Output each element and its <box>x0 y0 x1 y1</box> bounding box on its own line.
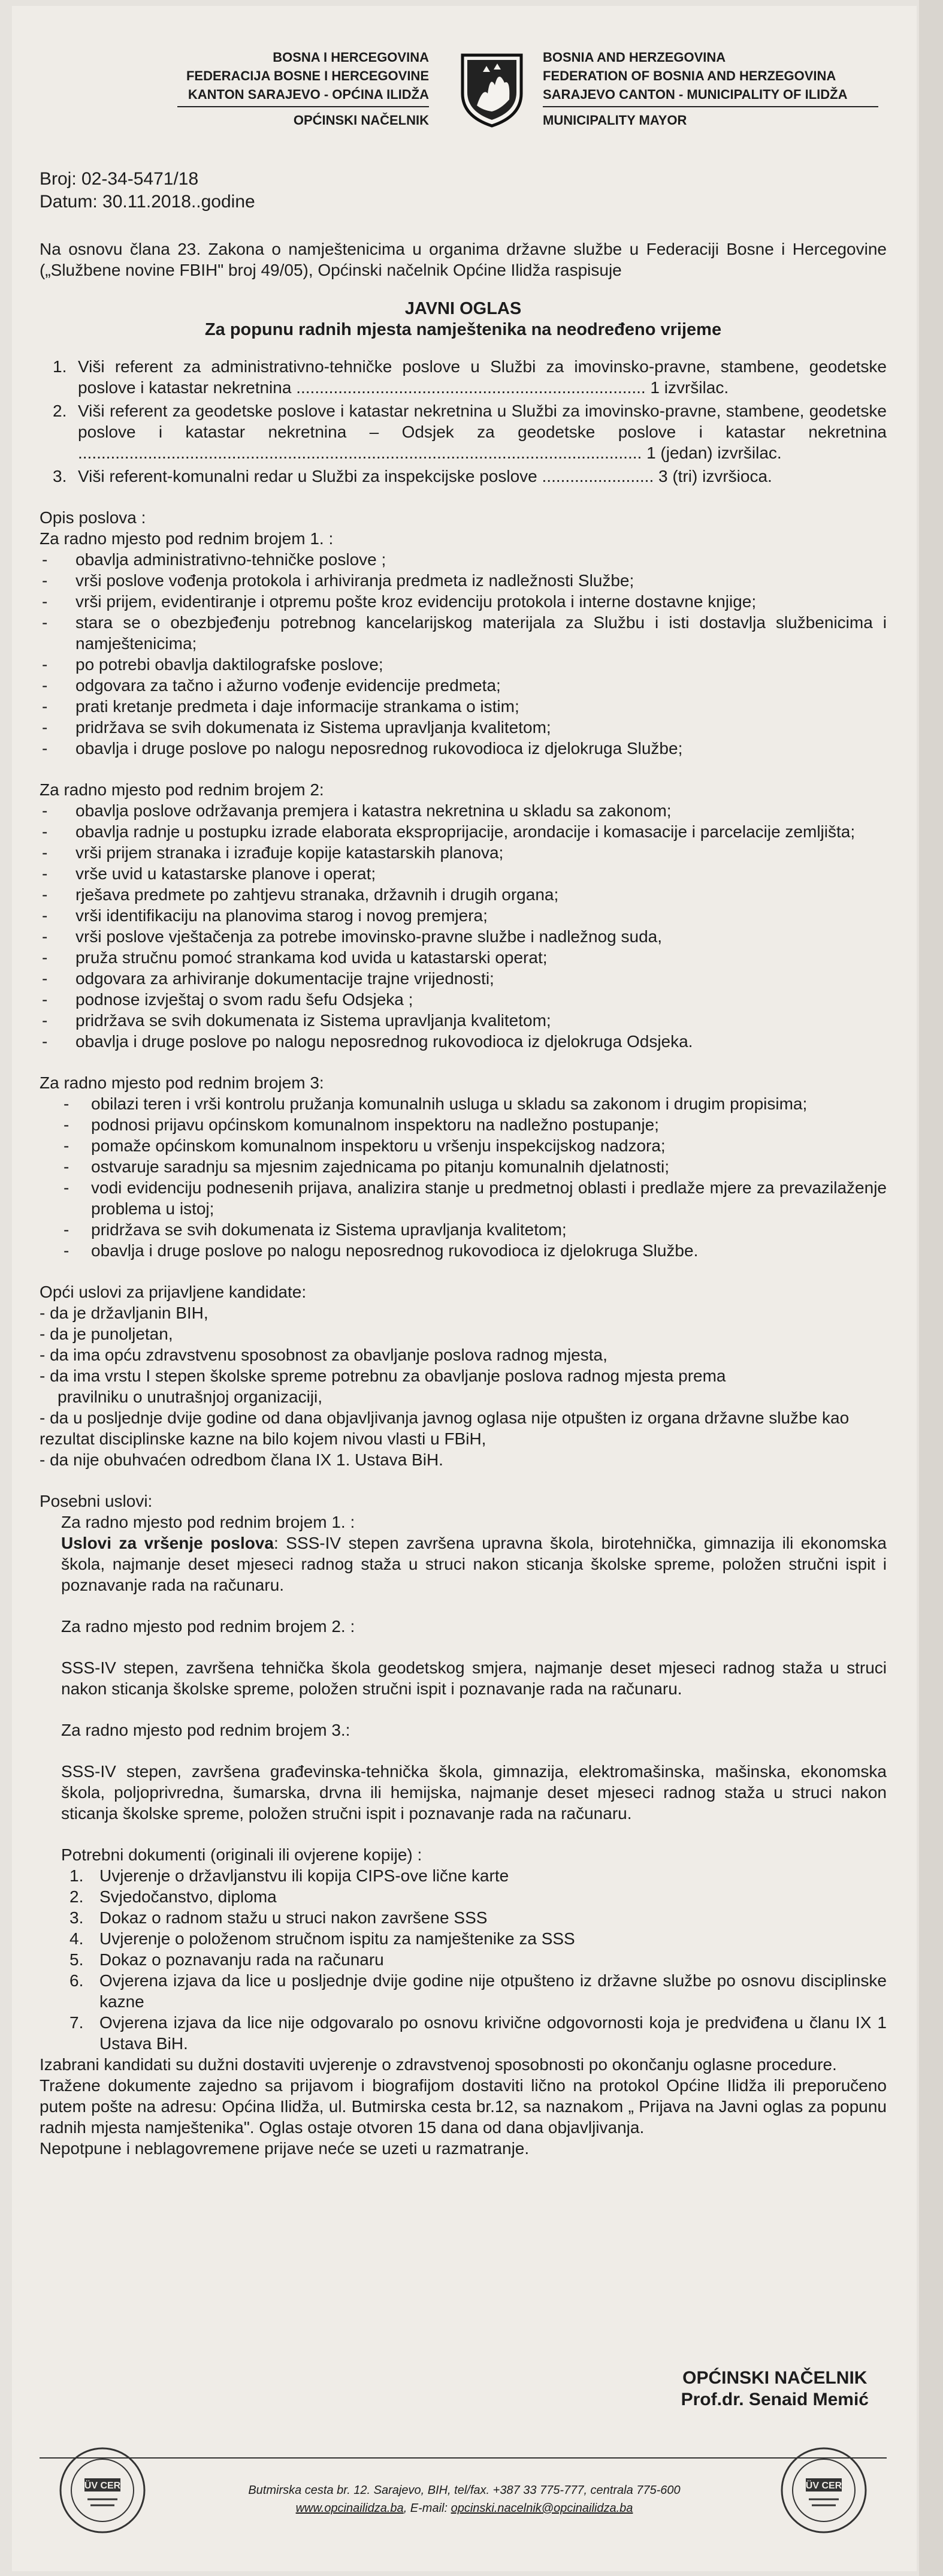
special-conditions-heading: Posebni uslovi: <box>40 1492 153 1510</box>
document-text: Uvjerenje o državljanstvu ili kopija CIPS-ove lične karte <box>99 1866 509 1885</box>
document-text: Ovjerena izjava da lice u posljednje dvije godine nije otpušteno iz državne službe po osnovu disciplinske kazne <box>99 1971 887 2011</box>
document-item <box>40 1949 887 1970</box>
letterhead <box>40 48 887 144</box>
list-item: - podnose izvještaj o svom radu šefu Odsjeka ; <box>40 989 887 1010</box>
position-item <box>40 400 887 463</box>
list-item: - odgovara za arhiviranje dokumentacije trajne vrijednosti; <box>40 968 887 989</box>
spacer <box>40 1052 887 1072</box>
duties-3-list <box>40 1093 887 1261</box>
signature-block <box>681 2367 869 2411</box>
letterhead-left-line: BOSNA I HERCEGOVINA <box>273 50 429 65</box>
letterhead-left-rule <box>177 106 429 107</box>
special-2-heading: Za radno mjesto pod rednim brojem 2. : <box>61 1617 355 1636</box>
special-1-body: : SSS-IV stepen završena upravna škola, birotehnička, gimnazija ili ekonomska škola, najmanje deset mjeseci radnog staža u struci nakon sticanja školske spreme, položen stručni ispit i poznavanje rada na računaru. <box>61 1534 887 1594</box>
closing-paragraph-3: Nepotpune i neblagovremene prijave neće se uzeti u razmatranje. <box>40 2139 530 2158</box>
list-item: - obavlja radnje u postupku izrade elaborata eksproprijacije, arondacije i komasacije i parcelacije zemljišta; <box>40 821 887 842</box>
spacer <box>40 1637 887 1657</box>
condition-line: - da nije obuhvaćen odredbom člana IX 1. Ustava BiH. <box>40 1450 443 1469</box>
list-item: - pridržava se svih dokumenata iz Sistema upravljanja kvalitetom; <box>40 717 887 738</box>
closing-paragraph-2: Tražene dokumente zajedno sa prijavom i biografijom dostaviti lično na protokol Općine Ilidža ili preporučeno putem pošte na adresu: Općina Ilidža, ul. Butmirska cesta br.12, sa naznakom „ Prijava na Javni oglas za popunu radnih mjesta namještenika". Oglas ostaje otvoren 15 dana od dana objavljivanja. <box>40 2076 887 2137</box>
footer-contacts <box>12 2499 917 2517</box>
title-line-1: JAVNI OGLAS <box>404 299 522 318</box>
spacer <box>40 1470 887 1491</box>
list-item: - ostvaruje saradnju sa mjesnim zajednicama po pitanju komunalnih djelatnosti; <box>40 1156 887 1177</box>
document-number: 5. <box>69 1950 84 1969</box>
document-number: 3. <box>69 1908 84 1927</box>
document-text: Uvjerenje o položenom stručnom ispitu za namještenike za SSS <box>99 1929 575 1948</box>
letterhead-right-office: MUNICIPALITY MAYOR <box>543 113 687 128</box>
list-item: - obilazi teren i vrši kontrolu pružanja komunalnih usluga u skladu sa zakonom i drugim propisima; <box>40 1093 887 1114</box>
footer-divider <box>40 2457 887 2459</box>
list-item: - vrše uvid u katastarske planove i operat; <box>40 863 887 884</box>
intro-paragraph: Na osnovu člana 23. Zakona o namještenicima u organima državne službe u Federaciji Bosne i Hercegovine („Službene novine FBIH" broj 49/05), Općinski načelnik Općine Ilidža raspisuje <box>40 240 887 279</box>
list-item: - pridržava se svih dokumenata iz Sistema upravljanja kvalitetom; <box>40 1219 887 1240</box>
document-item <box>40 2012 887 2054</box>
document-item <box>40 1928 887 1949</box>
reference-date: Datum: 30.11.2018..godine <box>40 192 255 212</box>
document-number: 2. <box>69 1887 84 1906</box>
spacer <box>40 1699 887 1720</box>
list-item: - obavlja poslove održavanja premjera i katastra nekretnina u skladu sa zakonom; <box>40 800 887 821</box>
duties-3-heading: Za radno mjesto pod rednim brojem 3: <box>40 1073 324 1092</box>
list-item: - obavlja i druge poslove po nalogu neposrednog rukovodioca iz djelokruga Odsjeka. <box>40 1031 887 1052</box>
letterhead-left <box>52 48 429 129</box>
position-number: 2. <box>53 402 67 420</box>
list-item: - vodi evidenciju podnesenih prijava, analizira stanje u predmetnoj oblasti i predlaže mjere za prevazilaženje problema u istoj; <box>40 1177 887 1219</box>
announcement-title <box>40 298 887 340</box>
letterhead-left-line: FEDERACIJA BOSNE I HERCEGOVINE <box>186 68 429 83</box>
website-link[interactable]: www.opcinailidza.ba <box>295 2502 404 2515</box>
list-item: - rješava predmete po zahtjevu stranaka, državnih i drugih organa; <box>40 884 887 905</box>
document-number: 1. <box>69 1866 84 1885</box>
general-conditions-heading: Opći uslovi za prijavljene kandidate: <box>40 1283 307 1301</box>
position-item <box>40 466 887 487</box>
document-reference <box>40 168 887 213</box>
title-line-2: Za popunu radnih mjesta namještenika na neodređeno vrijeme <box>204 320 722 339</box>
list-item: - obavlja administrativno-tehničke poslove ; <box>40 549 887 570</box>
reference-number: Broj: 02-34-5471/18 <box>40 169 199 189</box>
duties-1-heading: Za radno mjesto pod rednim brojem 1. : <box>40 529 334 548</box>
list-item: - vrši prijem, evidentiranje i otpremu pošte kroz evidenciju protokola i interne dostavne knjige; <box>40 591 887 612</box>
document-text: Dokaz o poznavanju rada na računaru <box>99 1950 384 1969</box>
spacer <box>40 1595 887 1616</box>
list-item: - vrši poslove vještačenja za potrebe imovinsko-pravne službe i nadležnog suda, <box>40 926 887 947</box>
special-1-text <box>40 1533 887 1595</box>
position-text: Viši referent-komunalni redar u Službi za inspekcijske poslove ........................ 3 (tri) izvršioca. <box>78 467 772 485</box>
list-item: - podnosi prijavu općinskom komunalnom inspektoru na nadležno postupanje; <box>40 1114 887 1135</box>
special-2-text: SSS-IV stepen, završena tehnička škola geodetskog smjera, najmanje deset mjeseci radnog staža u struci nakon sticanja školske spreme, položen stručni ispit i poznavanje rada na računaru. <box>61 1658 887 1698</box>
special-3-text: SSS-IV stepen, završena građevinska-tehnička škola, gimnazija, elektromašinska, mašinska, ekonomska škola, poljoprivredna, šumarska, drvna ili hemijska, najmanje deset mjeseci radnog staža u struci nakon sticanja školske spreme, položen stručni ispit i poznavanje rada na računaru. <box>61 1762 887 1823</box>
condition-line: pravilniku o unutrašnjoj organizaciji, <box>58 1387 323 1406</box>
signature-title: OPĆINSKI NAČELNIK <box>682 2368 868 2388</box>
footer-address: Butmirska cesta br. 12. Sarajevo, BIH, tel/fax. +387 33 775-777, centrala 775-600 <box>248 2484 681 2497</box>
list-item: - obavlja i druge poslove po nalogu neposrednog rukovodioca iz djelokruga Službe; <box>40 738 887 759</box>
spacer <box>40 1261 887 1281</box>
position-number: 1. <box>53 357 67 376</box>
list-item: - prati kretanje predmeta i daje informacije strankama o istim; <box>40 696 887 717</box>
document-number: 7. <box>69 2013 84 2032</box>
general-conditions <box>40 1281 887 1470</box>
position-text: Viši referent za administrativno-tehničke poslove u Službi za imovinsko-pravne, stambene, geodetske poslove i katastar nekretnina ........................................................................... 1 izvršilac. <box>78 357 887 397</box>
list-item: - stara se o obezbjeđenju potrebnog kancelarijskog materijala za Službu i isti dostavlja službenicima i namještenicima; <box>40 612 887 654</box>
list-item: - pridržava se svih dokumenata iz Sistema upravljanja kvalitetom; <box>40 1010 887 1031</box>
documents-heading: Potrebni dokumenti (originali ili ovjerene kopije) : <box>61 1845 422 1864</box>
closing-paragraph-1: Izabrani kandidati su dužni dostaviti uvjerenje o zdravstvenoj sposobnosti po okončanju oglasne procedure. <box>40 2055 837 2074</box>
duties-heading: Opis poslova : <box>40 508 146 527</box>
condition-line: - da ima opću zdravstvenu sposobnost za obavljanje poslova radnog mjesta, <box>40 1346 607 1364</box>
position-number: 3. <box>53 467 67 485</box>
document-item <box>40 1865 887 1886</box>
list-item: - vrši poslove vođenja protokola i arhiviranja predmeta iz nadležnosti Službe; <box>40 570 887 591</box>
list-item: - pruža stručnu pomoć strankama kod uvida u katastarski operat; <box>40 947 887 968</box>
letterhead-right-line: FEDERATION OF BOSNIA AND HERZEGOVINA <box>543 68 836 83</box>
document-text: Dokaz o radnom stažu u struci nakon završene SSS <box>99 1908 488 1927</box>
condition-line: - da je punoljetan, <box>40 1325 173 1343</box>
document-item <box>40 1907 887 1928</box>
letterhead-left-office: OPĆINSKI NAČELNIK <box>293 113 429 128</box>
list-item: - po potrebi obavlja daktilografske poslove; <box>40 654 887 675</box>
email-prefix: , E-mail: <box>403 2502 451 2515</box>
list-item: - odgovara za tačno i ažurno vođenje evidencije predmeta; <box>40 675 887 696</box>
letterhead-right-line: BOSNIA AND HERZEGOVINA <box>543 50 726 65</box>
letterhead-right-line: SARAJEVO CANTON - MUNICIPALITY OF ILIDŽA <box>543 87 848 102</box>
duties-1-list <box>40 549 887 759</box>
coat-of-arms-icon <box>459 52 525 128</box>
duties-2-heading: Za radno mjesto pod rednim brojem 2: <box>40 780 324 799</box>
email-link[interactable]: opcinski.nacelnik@opcinailidza.ba <box>451 2502 633 2515</box>
badge-left-text: TÜV CERT <box>78 2481 126 2491</box>
badge-right-text: TÜV CERT <box>800 2481 848 2491</box>
letterhead-right-rule <box>543 106 878 107</box>
condition-line: - da je državljanin BIH, <box>40 1304 208 1322</box>
document-number: 6. <box>69 1971 84 1990</box>
list-item: - obavlja i druge poslove po nalogu neposrednog rukovodioca iz djelokruga Službe. <box>40 1240 887 1261</box>
list-item: - vrši prijem stranaka i izrađuje kopije katastarskih planova; <box>40 842 887 863</box>
letterhead-left-line: KANTON SARAJEVO - OPĆINA ILIDŽA <box>188 87 429 102</box>
document-page <box>12 6 917 2571</box>
letterhead-right <box>543 48 878 129</box>
special-1-heading: Za radno mjesto pod rednim brojem 1. : <box>61 1513 355 1531</box>
footer <box>12 2481 917 2517</box>
position-text: Viši referent za geodetske poslove i katastar nekretnina u Službi za imovinsko-pravne, stambene, geodetske poslove i katastar nekretnina – Odsjek za geodetske poslove i katastar nekretnina ......................................................................................................................... 1 (jedan) izvršilac. <box>78 402 887 462</box>
documents-list <box>40 1865 887 2054</box>
document-item <box>40 1886 887 1907</box>
list-item: - pomaže općinskom komunalnom inspektoru u vršenju inspekcijskog nadzora; <box>40 1135 887 1156</box>
condition-line: - da u posljednje dvije godine od dana objavljivanja javnog oglasa nije otpušten iz organa državne službe kao rezultat disciplinske kazne na bilo kojem nivou vlasti u FBiH, <box>40 1408 850 1448</box>
document-text: Svjedočanstvo, diploma <box>99 1887 277 1906</box>
positions-list <box>40 356 887 487</box>
spacer <box>40 1741 887 1761</box>
signature-name: Prof.dr. Senaid Memić <box>681 2390 869 2409</box>
condition-line: - da ima vrstu I stepen školske spreme potrebnu za obavljanje poslova radnog mjesta prema <box>40 1367 726 1385</box>
duties-2-list <box>40 800 887 1052</box>
position-item <box>40 356 887 398</box>
adjacent-page-edge <box>919 0 943 2576</box>
list-item: - vrši identifikaciju na planovima starog i novog premjera; <box>40 905 887 926</box>
spacer <box>40 759 887 779</box>
special-3-heading: Za radno mjesto pod rednim brojem 3.: <box>61 1721 350 1739</box>
document-item <box>40 1970 887 2012</box>
special-1-label: Uslovi za vršenje poslova <box>61 1534 274 1552</box>
document-text: Ovjerena izjava da lice nije odgovaralo po osnovu krivične odgovornosti koja je predviđena u članu IX 1 Ustava BiH. <box>99 2013 887 2053</box>
spacer <box>40 1824 887 1844</box>
document-number: 4. <box>69 1929 84 1948</box>
